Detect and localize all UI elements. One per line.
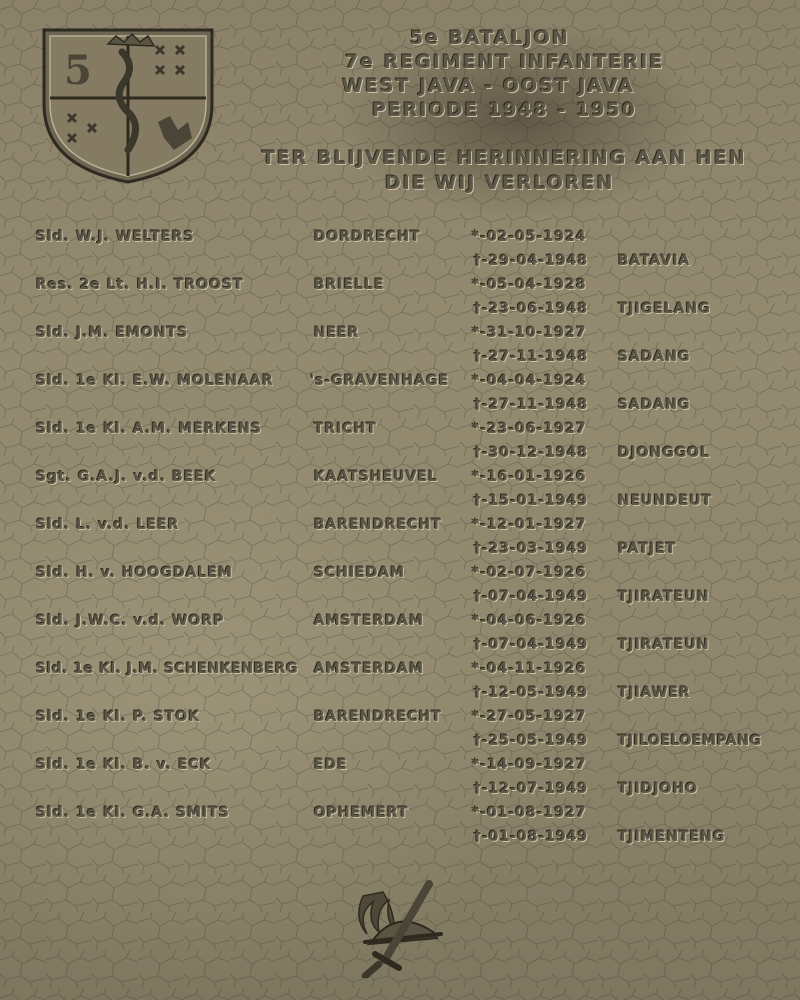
entry-place: TRICHT bbox=[314, 421, 378, 437]
entry-place: DORDRECHT bbox=[314, 229, 421, 245]
entry-born: *-31-10-1927 bbox=[472, 325, 587, 341]
crest-icon bbox=[38, 26, 218, 186]
header-line-3: WEST JAVA - OOST JAVA bbox=[342, 75, 636, 97]
entry-born: *-14-09-1927 bbox=[472, 757, 587, 773]
entry-born: *-27-05-1927 bbox=[472, 709, 587, 725]
entry-place: 's-GRAVENHAGE bbox=[310, 373, 450, 389]
entry-place: KAATSHEUVEL bbox=[314, 469, 439, 485]
entry-died: †-25-05-1949 bbox=[474, 733, 589, 749]
entry-born: *-02-07-1926 bbox=[472, 565, 587, 581]
entry-name: Sld. 1e Kl. B. v. ECK bbox=[36, 757, 212, 773]
entry-name: Sld. H. v. HOOGDALEM bbox=[36, 565, 234, 581]
entry-died: †-07-04-1949 bbox=[474, 637, 589, 653]
entry-place: OPHEMERT bbox=[314, 805, 409, 821]
entry-location: BATAVIA bbox=[618, 253, 691, 269]
entry-died: †-12-05-1949 bbox=[474, 685, 589, 701]
dedication-line-1: TER BLIJVENDE HERINNERING AAN HEN bbox=[262, 147, 747, 169]
helmet-sword-icon bbox=[345, 878, 450, 978]
entry-location: TJIAWER bbox=[618, 685, 691, 701]
entry-born: *-23-06-1927 bbox=[472, 421, 587, 437]
entry-born: *-02-05-1924 bbox=[472, 229, 587, 245]
entry-place: BARENDRECHT bbox=[314, 517, 443, 533]
entry-born: *-05-04-1928 bbox=[472, 277, 587, 293]
entry-name: Sld. 1e Kl. E.W. MOLENAAR bbox=[36, 373, 274, 389]
entry-died: †-01-08-1949 bbox=[474, 829, 589, 845]
entry-location: PATJET bbox=[618, 541, 677, 557]
entry-location: DJONGGOL bbox=[618, 445, 711, 461]
entry-died: †-23-03-1949 bbox=[474, 541, 589, 557]
entry-name: Sld. 1e Kl. A.M. MERKENS bbox=[36, 421, 263, 437]
entry-place: BARENDRECHT bbox=[314, 709, 443, 725]
entry-born: *-04-04-1924 bbox=[472, 373, 587, 389]
entry-location: TJIRATEUN bbox=[618, 637, 710, 653]
entry-place: NEER bbox=[314, 325, 360, 341]
entry-born: *-16-01-1926 bbox=[472, 469, 587, 485]
entry-name: Res. 2e Lt. H.I. TROOST bbox=[36, 277, 244, 293]
entry-name: Sld. J.M. EMONTS bbox=[36, 325, 189, 341]
entry-died: †-15-01-1949 bbox=[474, 493, 589, 509]
entry-died: †-12-07-1949 bbox=[474, 781, 589, 797]
entry-name: Sld. L. v.d. LEER bbox=[36, 517, 180, 533]
entry-died: †-30-12-1948 bbox=[474, 445, 589, 461]
entry-born: *-04-06-1926 bbox=[472, 613, 587, 629]
entry-died: †-27-11-1948 bbox=[474, 397, 589, 413]
dedication-line-2: DIE WIJ VERLOREN bbox=[385, 172, 615, 194]
header-line-1: 5e BATALJON bbox=[410, 27, 570, 49]
entry-died: †-23-06-1948 bbox=[474, 301, 589, 317]
entry-name: Sld. W.J. WELTERS bbox=[36, 229, 195, 245]
entry-born: *-01-08-1927 bbox=[472, 805, 587, 821]
entry-location: NEUNDEUT bbox=[618, 493, 713, 509]
entry-place: BRIELLE bbox=[314, 277, 385, 293]
entry-born: *-12-01-1927 bbox=[472, 517, 587, 533]
entry-location: TJILOELOEMPANG bbox=[618, 733, 762, 749]
header-line-4: PERIODE 1948 - 1950 bbox=[372, 99, 637, 121]
entry-location: TJIGELANG bbox=[618, 301, 711, 317]
entry-died: †-27-11-1948 bbox=[474, 349, 589, 365]
entry-died: †-07-04-1949 bbox=[474, 589, 589, 605]
entry-place: SCHIEDAM bbox=[314, 565, 406, 581]
entry-died: †-29-04-1948 bbox=[474, 253, 589, 269]
entry-name: Sld. 1e Kl. P. STOK bbox=[36, 709, 201, 725]
entry-name: Sld. 1e Kl. J.M. SCHENKENBERG bbox=[36, 661, 299, 677]
entry-born: *-04-11-1926 bbox=[472, 661, 587, 677]
header-line-2: 7e REGIMENT INFANTERIE bbox=[345, 51, 665, 73]
entry-location: TJIRATEUN bbox=[618, 589, 710, 605]
entry-place: AMSTERDAM bbox=[314, 661, 425, 677]
entry-location: SADANG bbox=[618, 397, 691, 413]
entry-location: TJIMENTENG bbox=[618, 829, 726, 845]
entry-name: Sld. 1e Kl. G.A. SMITS bbox=[36, 805, 230, 821]
entry-location: TJIDJOHO bbox=[618, 781, 699, 797]
crest-numeral: 5 bbox=[64, 47, 92, 94]
entry-location: SADANG bbox=[618, 349, 691, 365]
entry-name: Sgt. G.A.J. v.d. BEEK bbox=[36, 469, 217, 485]
entry-place: EDE bbox=[314, 757, 348, 773]
entry-place: AMSTERDAM bbox=[314, 613, 425, 629]
entry-name: Sld. J.W.C. v.d. WORP bbox=[36, 613, 225, 629]
